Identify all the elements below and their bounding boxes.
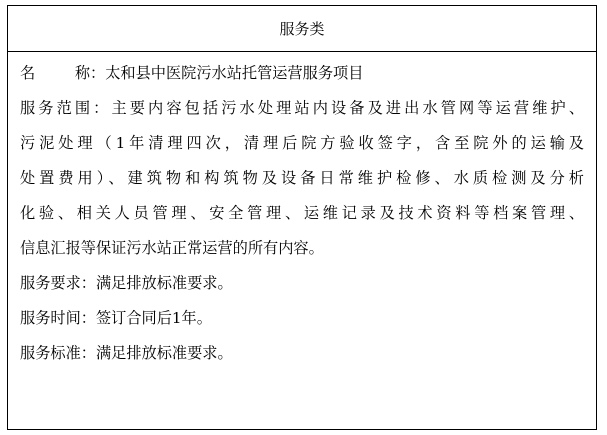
header-title: 服务类: [279, 20, 325, 38]
requirement-row: [20, 266, 584, 301]
time-value: 签订合同后1年。: [95, 309, 212, 327]
standard-row: [20, 336, 584, 371]
standard-value: 满足排放标准要求。: [95, 344, 233, 362]
scope-line-2: 污泥处理（1年清理四次，清理后院方验收签字，含至院外的运输及: [20, 134, 584, 152]
time-label: 服务时间：: [20, 309, 96, 327]
table-body: [8, 56, 596, 371]
scope-continuation-line: [20, 231, 584, 266]
standard-label: 服务标准：: [20, 344, 96, 362]
scope-continuation-line: [20, 126, 584, 161]
scope-continuation-line: [20, 161, 584, 196]
scope-line-4: 化验、相关人员管理、安全管理、运维记录及技术资料等档案管理、: [20, 204, 584, 222]
scope-line-1: 主要内容包括污水处理站内设备及进出水管网等运营维护、: [111, 99, 584, 117]
service-info-table: [7, 5, 597, 430]
table-header: [8, 6, 596, 52]
name-value: ：太和县中医院污水站托管运营服务项目: [90, 64, 364, 82]
scope-label: 服务范围：: [20, 99, 112, 117]
name-row: [20, 56, 584, 91]
requirement-value: 满足排放标准要求。: [95, 274, 233, 292]
scope-line-3: 处置费用）、建筑物和构筑物及设备日常维护检修、水质检测及分析: [20, 169, 584, 187]
scope-row: [20, 91, 584, 126]
time-row: [20, 301, 584, 336]
requirement-label: 服务要求：: [20, 274, 96, 292]
name-label: 名 称: [20, 64, 90, 82]
scope-line-5: 信息汇报等保证污水站正常运营的所有内容。: [20, 239, 324, 257]
scope-continuation-line: [20, 196, 584, 231]
